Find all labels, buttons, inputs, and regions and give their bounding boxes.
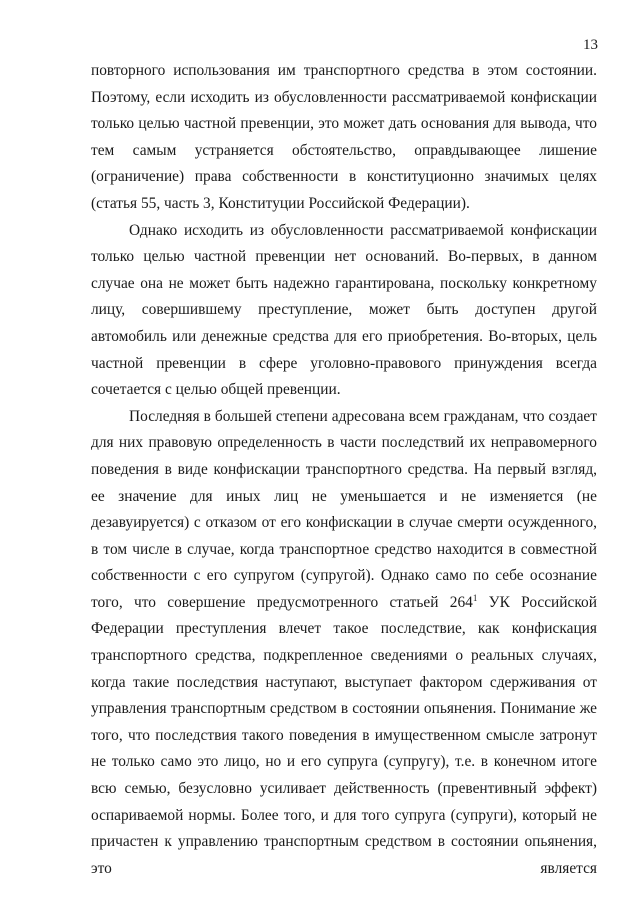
paragraph-3-text-end: УК Российской Федерации преступления влечет такое последствие, как конфискация транспортного средства, подкрепленное сведениями о реальных случаях, когда такие последствия наступают, выступает фактором сдерживания от управления транспортным средством в состоянии опьянения. Понимание же того, что последствия такого поведения в имущественном смысле затронут не только само это лицо, но и его супруга (супругу), т.е. в конечном итоге всю семью, безусловно усиливает действенность (превентивный эффект) оспариваемой нормы. Более того, и для того супруга (супруги), который не причастен к управлению транспортным средством в состоянии опьянения, это является: [91, 593, 597, 877]
paragraph-3-text-start: Последняя в большей степени адресована всем гражданам, что создает для них правовую определенность в части последствий их неправомерного поведения в виде конфискации транспортного средства. На первый взгляд, ее значение для иных лиц не уменьшается и не изменяется (не дезавуируется) с отказом от его конфискации в случае смерти осужденного, в том числе в случае, когда транспортное средство находится в совместной собственности с его супругом (супругой). Однако само по себе осознание того, что совершение предусмотренного статьей 264: [91, 407, 597, 611]
paragraph-3: [91, 404, 597, 883]
article-superscript: 1: [472, 592, 478, 603]
paragraph-2: Однако исходить из обусловленности рассматриваемой конфискации только целью частной превенции нет оснований. Во-первых, в данном случае она не может быть надежно гарантирована, поскольку конкретному лицу, совершившему преступление, может быть доступен другой автомобиль или денежные средства для его приобретения. Во-вторых, цель частной превенции в сфере уголовно-правового принуждения всегда сочетается с целью общей превенции.: [91, 221, 597, 399]
page-number: 13: [583, 37, 598, 53]
paragraph-1: повторного использования им транспортного средства в этом состоянии. Поэтому, если исходить из обусловленности рассматриваемой конфискации только целью частной превенции, это может дать основания для вывода, что тем самым устраняется обстоятельство, оправдывающее лишение (ограничение) права собственности в конституционно значимых целях (статья 55, часть 3, Конституции Российской Федерации).: [91, 62, 597, 212]
document-body: [91, 58, 597, 882]
